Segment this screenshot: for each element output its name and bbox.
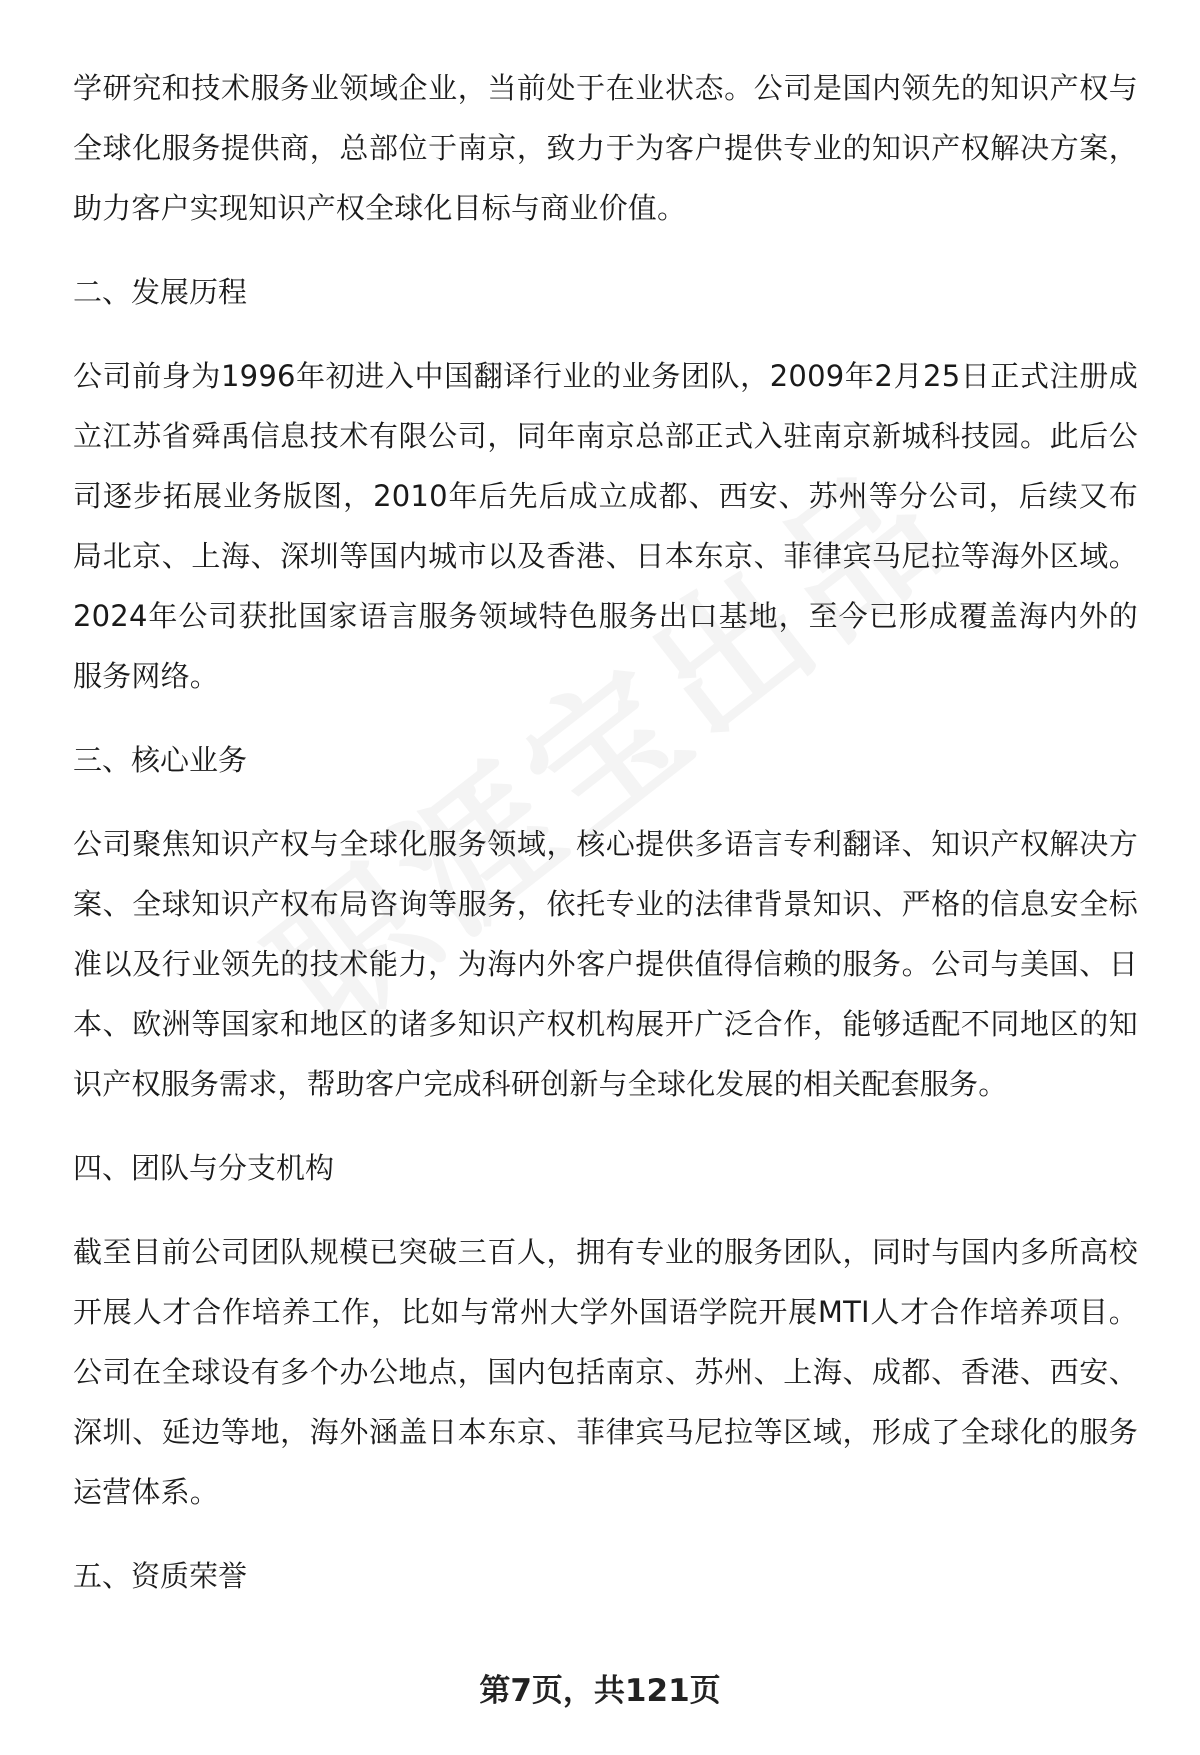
paragraph-business: 公司聚焦知识产权与全球化服务领域，核心提供多语言专利翻译、知识产权解决方案、全球知识产权布局咨询等服务，依托专业的法律背景知识、严格的信息安全标准以及行业领先的技术能力，为海内外客户提供值得信赖的服务。公司与美国、日本、欧洲等国家和地区的诸多知识产权机构展开广泛合作，能够适配不同地区的知识产权服务需求，帮助客户完成科研创新与全球化发展的相关配套服务。 (73, 827, 1138, 1101)
document-body (73, 58, 1138, 1630)
paragraph-intro-tail: 学研究和技术服务业领域企业，当前处于在业状态。公司是国内领先的知识产权与全球化服务提供商，总部位于南京，致力于为客户提供专业的知识产权解决方案，助力客户实现知识产权全球化目标与商业价值。 (73, 71, 1138, 225)
heading-team: 四、团队与分支机构 (73, 1151, 335, 1185)
heading-business: 三、核心业务 (73, 743, 248, 777)
heading-honors: 五、资质荣誉 (73, 1559, 248, 1593)
paragraph-history: 公司前身为1996年初进入中国翻译行业的业务团队，2009年2月25日正式注册成立江苏省舜禹信息技术有限公司，同年南京总部正式入驻南京新城科技园。此后公司逐步拓展业务版图，2010年后先后成立成都、西安、苏州等分公司，后续又布局北京、上海、深圳等国内城市以及香港、日本东京、菲律宾马尼拉等海外区域。2024年公司获批国家语言服务领域特色服务出口基地，至今已形成覆盖海内外的服务网络。 (73, 359, 1138, 693)
heading-history: 二、发展历程 (73, 275, 248, 309)
page-number: 第7页，共121页 (479, 1673, 721, 1709)
paragraph-team: 截至目前公司团队规模已突破三百人，拥有专业的服务团队，同时与国内多所高校开展人才合作培养工作，比如与常州大学外国语学院开展MTI人才合作培养项目。公司在全球设有多个办公地点，国内包括南京、苏州、上海、成都、香港、西安、深圳、延边等地，海外涵盖日本东京、菲律宾马尼拉等区域，形成了全球化的服务运营体系。 (73, 1235, 1138, 1509)
